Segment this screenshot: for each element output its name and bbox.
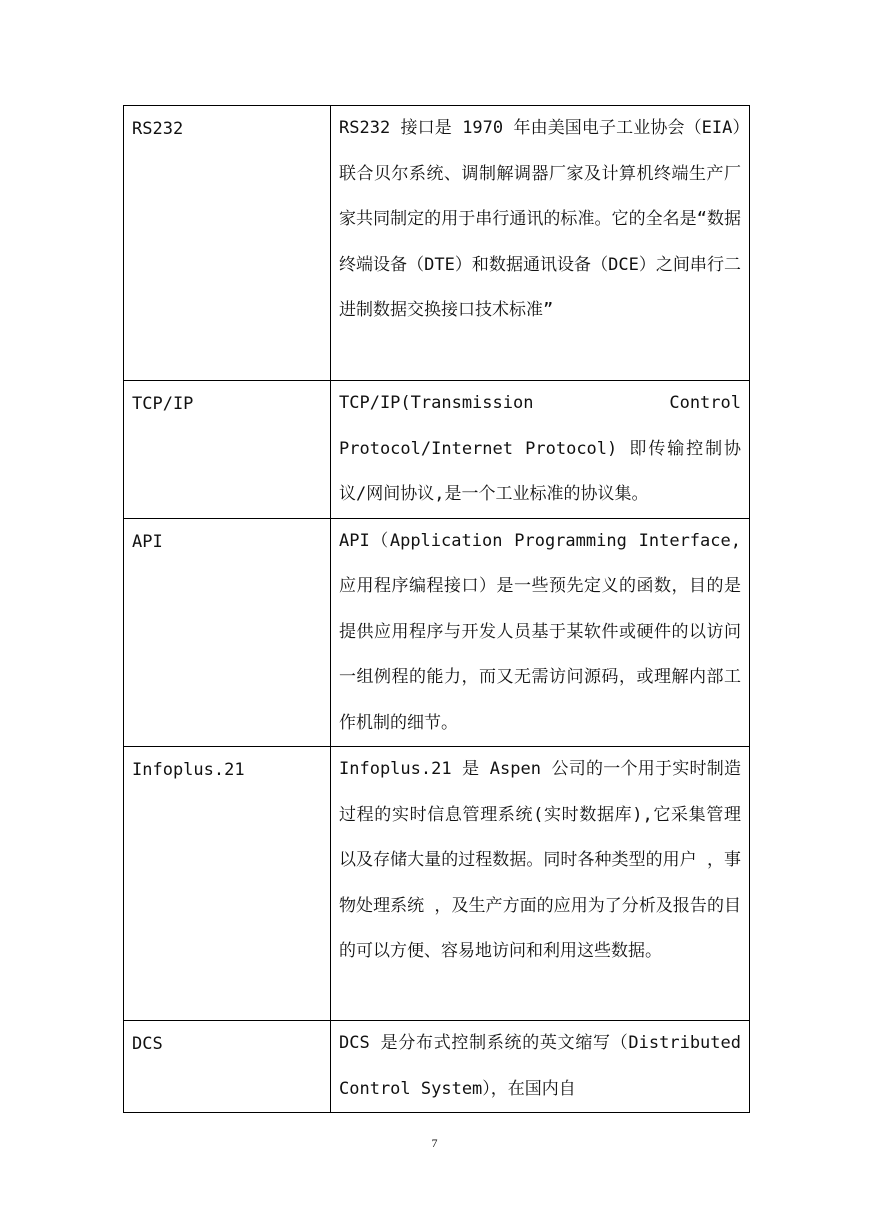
term-cell: DCS xyxy=(124,1021,331,1113)
table-row xyxy=(124,1021,750,1113)
table-row xyxy=(124,518,750,747)
term-cell: Infoplus.21 xyxy=(124,747,331,1021)
table-row xyxy=(124,106,750,381)
term-cell: RS232 xyxy=(124,106,331,381)
description-cell: Infoplus.21 是 Aspen 公司的一个用于实时制造过程的实时信息管理系统(实时数据库),它采集管理以及存储大量的过程数据。同时各种类型的用户 ，事物处理系统 ，及生产方面的应用为了分析及报告的目的可以方便、容易地访问和利用这些数据。 xyxy=(331,747,750,1021)
description-cell: RS232 接口是 1970 年由美国电子工业协会（EIA）联合贝尔系统、调制解调器厂家及计算机终端生产厂家共同制定的用于串行通讯的标准。它的全名是“数据终端设备（DTE）和数据通讯设备（DCE）之间串行二进制数据交换接口技术标准” xyxy=(331,106,750,381)
description-cell: DCS 是分布式控制系统的英文缩写（Distributed Control System），在国内自 xyxy=(331,1021,750,1113)
description-cell: TCP/IP(Transmission Control Protocol/Internet Protocol) 即传输控制协议/网间协议,是一个工业标准的协议集。 xyxy=(331,381,750,519)
page-number: 7 xyxy=(431,1136,438,1150)
table-row xyxy=(124,747,750,1021)
table-row xyxy=(124,381,750,519)
term-cell: API xyxy=(124,518,331,747)
glossary-table xyxy=(123,105,750,1113)
description-cell: API（Application Programming Interface,应用程序编程接口）是一些预先定义的函数，目的是提供应用程序与开发人员基于某软件或硬件的以访问一组例程的能力，而又无需访问源码，或理解内部工作机制的细节。 xyxy=(331,518,750,747)
term-cell: TCP/IP xyxy=(124,381,331,519)
